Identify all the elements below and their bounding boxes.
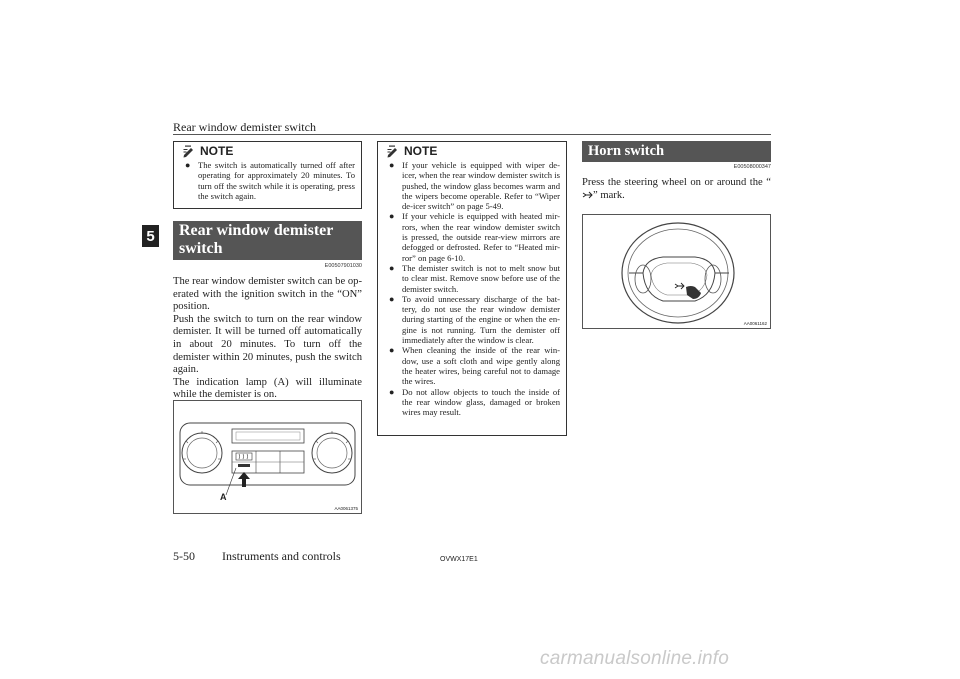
horn-body: Press the steering wheel on or around the “” mark. (582, 177, 771, 201)
list-item: ● To avoid unnecessary discharge of the bat- tery, do not use the rear window demister during starting of the engine or when the en- gine is not running. Turn the demister off immediately after the window is clear. (389, 293, 560, 346)
note-label: NOTE (404, 144, 438, 158)
horn-mark-icon (582, 191, 593, 199)
control-panel-illustration (174, 401, 361, 513)
note-label: NOTE (200, 144, 234, 158)
steering-wheel-figure (582, 214, 771, 329)
header-rule (173, 134, 771, 135)
list-item: ● When cleaning the inside of the rear win- dow, use a soft cloth and wipe gently along the heater wires, being careful not to damage the wires. (389, 345, 560, 387)
list-item: ● If your vehicle is equipped with wiper de- icer, when the rear window demister switch is pushed, the window glass becomes warm and the wipers become operable. Refer to “Wiper de-icer switch” on page 5-49. (389, 160, 560, 212)
page-number: 5-50 (173, 549, 195, 563)
section-tab: 5 (142, 225, 159, 247)
section-heading-rear-demister: Rear window demister switch (173, 221, 362, 260)
watermark: carmanualsonline.info (540, 648, 730, 669)
paragraph: The rear window demister switch can be op- erated with the ignition switch in the “ON” position. (173, 276, 362, 313)
figure-code: AA0061162 (743, 321, 767, 326)
paragraph: Push the switch to turn on the rear window demister. It will be turned off automatically in about 20 minutes. To turn off the demister within 20 minutes, push the switch again. (173, 313, 362, 376)
pencil-note-icon (182, 144, 196, 158)
section-code: E00507901030 (324, 263, 362, 269)
demister-panel-figure (173, 400, 362, 514)
running-head: Rear window demister switch (173, 120, 316, 134)
document-code: OVWX17E1 (440, 556, 478, 563)
section-code: E00508000347 (733, 164, 771, 170)
section-heading-horn: Horn switch (582, 141, 771, 162)
list-item: ● If your vehicle is equipped with heated mir- rors, when the rear window demister switch is pressed, the outside rear-view mirrors are defogged or defrosted. Refer to “Heated mir- ror” on page 6-10. (389, 211, 560, 263)
callout-label-a: A (220, 492, 227, 502)
list-item: ● Do not allow objects to touch the inside of the rear window glass, damaged or broken wires may result. (389, 386, 560, 418)
paragraph: The indication lamp (A) will illuminate while the demister is on. (173, 376, 362, 401)
rear-demister-body (173, 276, 362, 402)
note-header (174, 142, 361, 158)
pencil-note-icon (386, 144, 400, 158)
note-list (174, 160, 361, 201)
note-box-2 (377, 141, 567, 436)
list-item: ● The switch is automatically turned off after operating for approximately 20 minutes. To turn off the switch while it is operating, press the switch again. (185, 160, 355, 201)
note-box-1 (173, 141, 362, 209)
note-header (378, 142, 566, 158)
steering-wheel-illustration (583, 215, 770, 328)
figure-code: AA0061375 (334, 506, 358, 511)
list-item: ● The demister switch is not to melt snow but to clear mist. Remove snow before use of the demister switch. (389, 262, 560, 294)
chapter-title: Instruments and controls (222, 549, 341, 563)
note-list (378, 160, 566, 417)
